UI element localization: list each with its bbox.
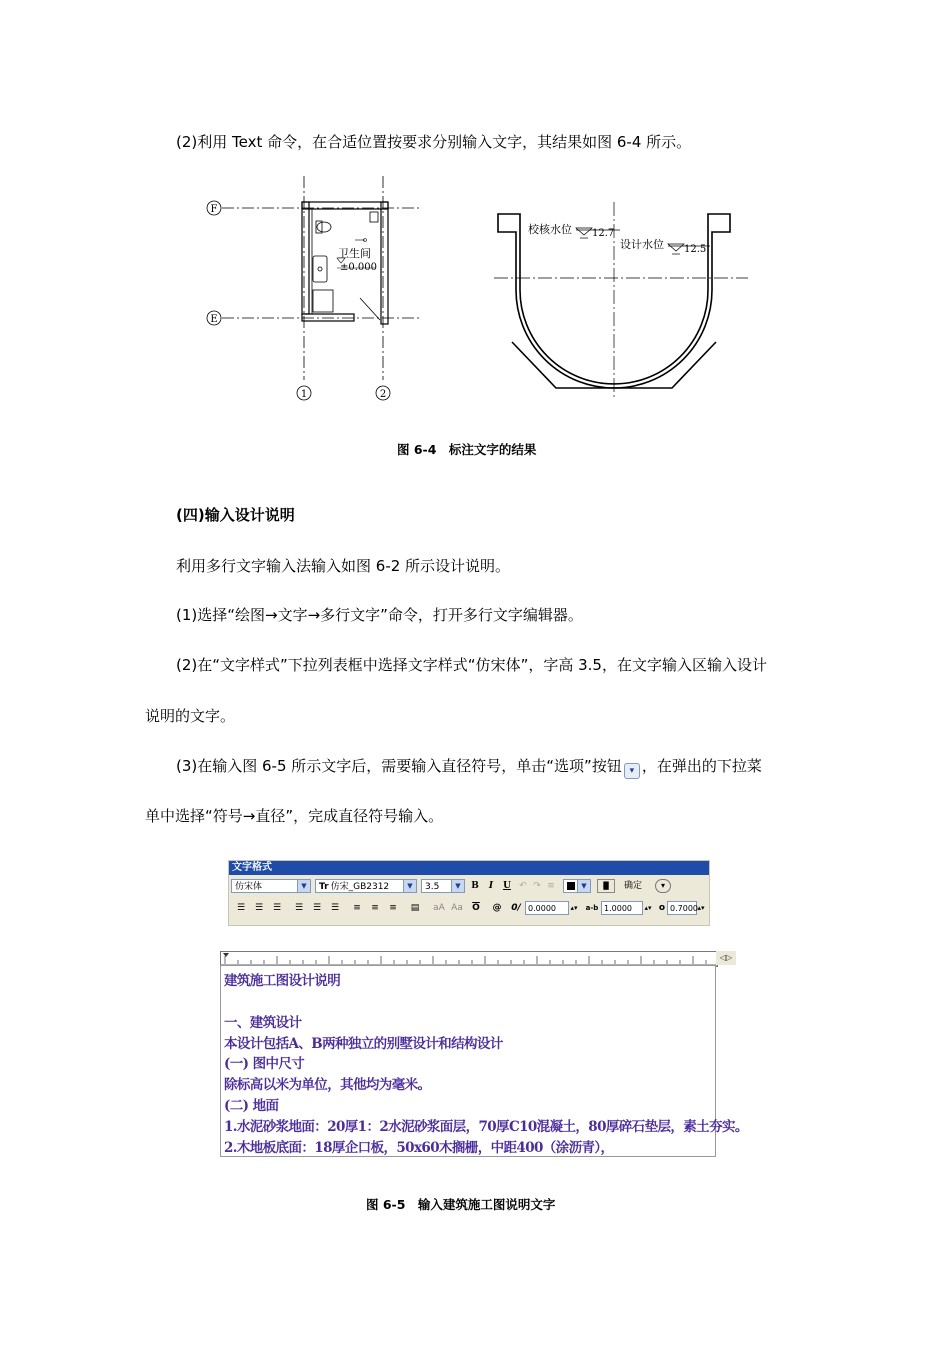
align-right-icon[interactable]: ☰	[272, 903, 282, 913]
chevron-down-icon: ▼	[297, 880, 310, 892]
options-button[interactable]: ▾	[655, 879, 671, 893]
design-level-label: 设计水位	[620, 238, 664, 251]
toolbar-row-2	[231, 901, 707, 919]
room-level-label: ±0.000	[340, 262, 378, 273]
axis-label-f: F	[210, 204, 218, 215]
toolbar-row-1	[231, 879, 707, 897]
indent-marker-icon	[223, 953, 229, 957]
stack-icon[interactable]: ≡	[547, 881, 555, 891]
align-middle-icon[interactable]: ☰	[312, 903, 322, 913]
section-heading: (四)输入设计说明	[176, 506, 295, 524]
truetype-icon: Tr	[319, 882, 329, 892]
ok-button[interactable]: 确定	[623, 881, 642, 891]
step-3-text-after: ，在弹出的下拉菜	[641, 757, 762, 775]
oblique-angle-input[interactable]: 0.0000	[525, 901, 569, 915]
align-center-icon[interactable]: ☰	[254, 903, 264, 913]
ruler-toggle-icon[interactable]: ▐▌	[597, 879, 615, 893]
editor-line: (一) 图中尺寸	[224, 1056, 305, 1072]
editor-line: 本设计包括A、B两种独立的别墅设计和结构设计	[224, 1036, 503, 1052]
options-button-icon: ▾	[624, 763, 640, 779]
numbering-icon[interactable]: ≡	[353, 903, 361, 913]
check-level-value: 12.7	[592, 228, 615, 239]
paragraph-mtext-intro: 利用多行文字输入法输入如图 6-2 所示设计说明。	[176, 557, 511, 575]
symbol-button[interactable]: @	[492, 903, 502, 913]
underline-button[interactable]: U	[503, 881, 511, 891]
ruler-scroll-arrows-icon[interactable]: ◁▷	[716, 951, 736, 965]
chevron-down-icon: ▼	[577, 880, 590, 892]
editor-line: 建筑施工图设计说明	[224, 973, 341, 989]
figure-6-5-caption: 图 6-5 输入建筑施工图说明文字	[366, 1197, 556, 1212]
align-left-icon[interactable]: ☰	[236, 903, 246, 913]
spinner-icon[interactable]: ▴▾	[644, 904, 652, 912]
editor-line: 1.水泥砂浆地面：20厚1：2水泥砂浆面层，70厚C10混凝土，80厚碎石垫层，素土夯实。	[224, 1119, 748, 1135]
overline-icon[interactable]: $\overline{O}$	[472, 903, 480, 913]
letters-icon[interactable]: ≡	[389, 903, 397, 913]
paragraph-step-1: (1)选择“绘图→文字→多行文字”命令，打开多行文字编辑器。	[176, 606, 583, 624]
axis-label-e: E	[210, 314, 218, 325]
room-name-label: 卫生间	[338, 247, 371, 260]
axis-label-2: 2	[379, 389, 387, 400]
axis-label-1: 1	[300, 389, 308, 400]
editor-line: 2.木地板底面：18厚企口板，50x60木搁栅，中距400（涂沥青），	[224, 1140, 614, 1156]
paragraph-step-3-line-1	[176, 756, 762, 779]
align-top-icon[interactable]: ☰	[294, 903, 304, 913]
align-bottom-icon[interactable]: ☰	[330, 903, 340, 913]
tracking-icon: a-b	[585, 904, 599, 912]
mtext-editor-area[interactable]	[220, 965, 748, 1157]
lowercase-icon[interactable]: Aa	[451, 903, 463, 913]
text-style-dropdown[interactable]: 仿宋体 ▼	[231, 879, 311, 893]
figure-6-4-caption: 图 6-4 标注文字的结果	[397, 442, 537, 457]
bold-button[interactable]: B	[471, 881, 479, 891]
text-format-toolbar	[228, 860, 710, 926]
color-swatch-icon	[567, 882, 575, 890]
design-level-value: 12.5	[684, 244, 707, 255]
spinner-icon[interactable]: ▴▾	[570, 904, 578, 912]
text-height-dropdown[interactable]: 3.5 ▼	[421, 879, 465, 893]
italic-button[interactable]: I	[488, 881, 494, 891]
editor-line: 一、建筑设计	[224, 1015, 302, 1031]
width-factor-input[interactable]: 0.7000	[667, 901, 697, 915]
toolbar-title: 文字格式	[229, 861, 709, 875]
paragraph-step-2-line-1: (2)在“文字样式”下拉列表框中选择文字样式“仿宋体”，字高 3.5，在文字输入区输入设计	[176, 656, 767, 674]
tracking-input[interactable]: 1.0000	[601, 901, 643, 915]
chevron-down-icon: ▼	[451, 880, 464, 892]
width-factor-icon: o	[658, 903, 666, 913]
bullets-icon[interactable]: ≡	[371, 903, 379, 913]
step-3-text-before: (3)在输入图 6-5 所示文字后，需要输入直径符号，单击“选项”按钮	[176, 757, 622, 775]
chevron-down-icon: ▼	[403, 880, 416, 892]
figure-6-4-drawing	[200, 172, 760, 412]
editor-line: (二) 地面	[224, 1098, 279, 1114]
paragraph-step-3-line-2: 单中选择“符号→直径”，完成直径符号输入。	[145, 807, 444, 825]
font-dropdown[interactable]: Tr 仿宋_GB2312 ▼	[315, 879, 417, 893]
color-dropdown[interactable]	[563, 879, 591, 893]
spinner-icon[interactable]: ▴▾	[697, 904, 705, 912]
check-level-label: 校核水位	[528, 223, 572, 236]
undo-icon[interactable]: ↶	[519, 881, 527, 891]
bathroom-plan	[207, 176, 420, 400]
uppercase-icon[interactable]: aA	[433, 903, 445, 913]
paragraph-intro-text-command: (2)利用 Text 命令，在合适位置按要求分别输入文字，其结果如图 6-4 所示。	[176, 133, 692, 151]
oblique-angle-icon: 0/	[511, 903, 521, 913]
paragraph-step-2-line-2: 说明的文字。	[145, 707, 236, 725]
redo-icon[interactable]: ↷	[533, 881, 541, 891]
insert-field-icon[interactable]: ▤	[410, 903, 420, 913]
editor-line: 除标高以米为单位，其他均为毫米。	[224, 1077, 431, 1093]
